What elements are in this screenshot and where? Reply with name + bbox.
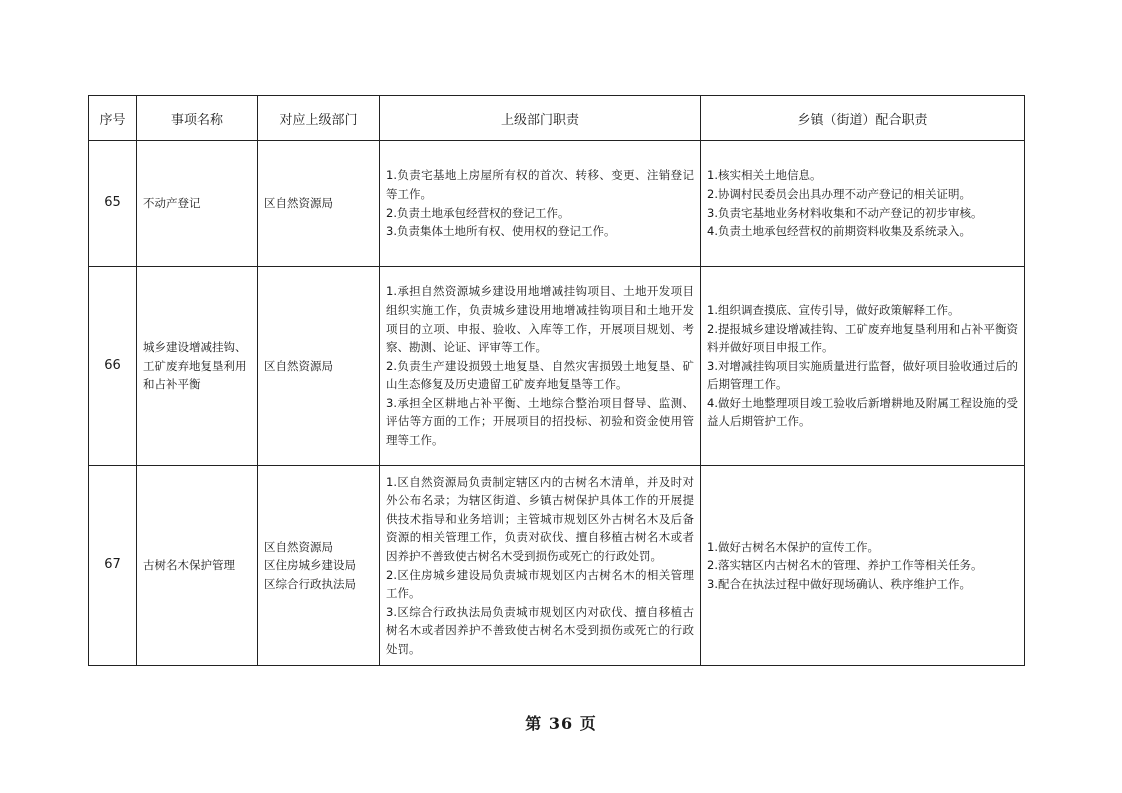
duty-line: 3.配合在执法过程中做好现场确认、秩序维护工作。 [707, 576, 971, 591]
town-duty-cell [701, 141, 1025, 267]
duty-line: 3.负责集体土地所有权、使用权的登记工作。 [386, 224, 616, 239]
header-no: 序号 [89, 96, 137, 141]
duty-line: 3.对增减挂钩项目实施质量进行监督，做好项目验收通过后的后期管理工作。 [707, 358, 1018, 392]
department-name: 区住房城乡建设局 [264, 558, 356, 573]
department-duty-cell [380, 141, 701, 267]
duty-line: 1.核实相关土地信息。 [707, 168, 822, 183]
item-name: 城乡建设增减挂钩、工矿废弃地复垦利用和占补平衡 [137, 267, 258, 466]
duty-line: 1.做好古树名木保护的宣传工作。 [707, 539, 879, 554]
duty-line: 2.负责土地承包经营权的登记工作。 [386, 205, 570, 220]
header-department-duty: 上级部门职责 [380, 96, 701, 141]
row-number: 66 [89, 267, 137, 466]
department-name: 区自然资源局 [264, 196, 333, 211]
duty-line: 1.组织调查摸底、宣传引导，做好政策解释工作。 [707, 302, 960, 317]
duty-line: 4.做好土地整理项目竣工验收后新增耕地及附属工程设施的受益人后期管护工作。 [707, 395, 1018, 429]
town-duty-cell [701, 466, 1025, 666]
duty-line: 2.提报城乡建设增减挂钩、工矿废弃地复垦利用和占补平衡资料并做好项目申报工作。 [707, 321, 1018, 355]
department-duty-cell [380, 267, 701, 466]
department-cell [258, 267, 380, 466]
department-name: 区自然资源局 [264, 539, 333, 554]
table-header-row [89, 96, 1025, 141]
table-row [89, 466, 1025, 666]
duty-line: 3.区综合行政执法局负责城市规划区内对砍伐、擅自移植古树名木或者因养护不善致使古树名木受到损伤或死亡的行政处罚。 [386, 604, 694, 656]
town-duty-cell [701, 267, 1025, 466]
table-row [89, 267, 1025, 466]
row-number: 67 [89, 466, 137, 666]
duty-table [88, 95, 1025, 666]
header-department: 对应上级部门 [258, 96, 380, 141]
duty-line: 2.落实辖区内古树名木的管理、养护工作等相关任务。 [707, 558, 983, 573]
row-number: 65 [89, 141, 137, 267]
table-row [89, 141, 1025, 267]
duty-line: 1.区自然资源局负责制定辖区内的古树名木清单，并及时对外公布名录；为辖区街道、乡镇古树保护具体工作的开展提供技术指导和业务培训；主管城市规划区外古树名木及后备资源的相关管理工作，负责对砍伐、擅自移植古树名木或者因养护不善致使古树名木受到损伤或死亡的行政处罚。 [386, 474, 694, 563]
duty-line: 2.负责生产建设损毁土地复垦、自然灾害损毁土地复垦、矿山生态修复及历史遗留工矿废弃地复垦等工作。 [386, 358, 694, 392]
header-item-name: 事项名称 [137, 96, 258, 141]
duty-line: 2.区住房城乡建设局负责城市规划区内古树名木的相关管理工作。 [386, 567, 694, 601]
duty-line: 3.负责宅基地业务材料收集和不动产登记的初步审核。 [707, 205, 983, 220]
department-duty-cell [380, 466, 701, 666]
department-name: 区自然资源局 [264, 358, 333, 373]
duty-line: 4.负责土地承包经营权的前期资料收集及系统录入。 [707, 224, 971, 239]
department-cell [258, 466, 380, 666]
header-town-duty: 乡镇（街道）配合职责 [701, 96, 1025, 141]
duty-line: 1.承担自然资源城乡建设用地增减挂钩项目、土地开发项目组织实施工作，负责城乡建设用地增减挂钩项目和土地开发项目的立项、申报、验收、入库等工作，开展项目规划、考察、勘测、论证、评审等工作。 [386, 284, 694, 355]
duty-line: 1.负责宅基地上房屋所有权的首次、转移、变更、注销登记等工作。 [386, 168, 694, 201]
duty-line: 3.承担全区耕地占补平衡、土地综合整治项目督导、监测、评估等方面的工作；开展项目的招投标、初验和资金使用管理等工作。 [386, 395, 694, 448]
duty-line: 2.协调村民委员会出具办理不动产登记的相关证明。 [707, 186, 971, 201]
department-name: 区综合行政执法局 [264, 576, 356, 591]
item-name: 古树名木保护管理 [137, 466, 258, 666]
department-cell [258, 141, 380, 267]
page-number: 第 36 页 [525, 714, 597, 733]
item-name: 不动产登记 [137, 141, 258, 267]
